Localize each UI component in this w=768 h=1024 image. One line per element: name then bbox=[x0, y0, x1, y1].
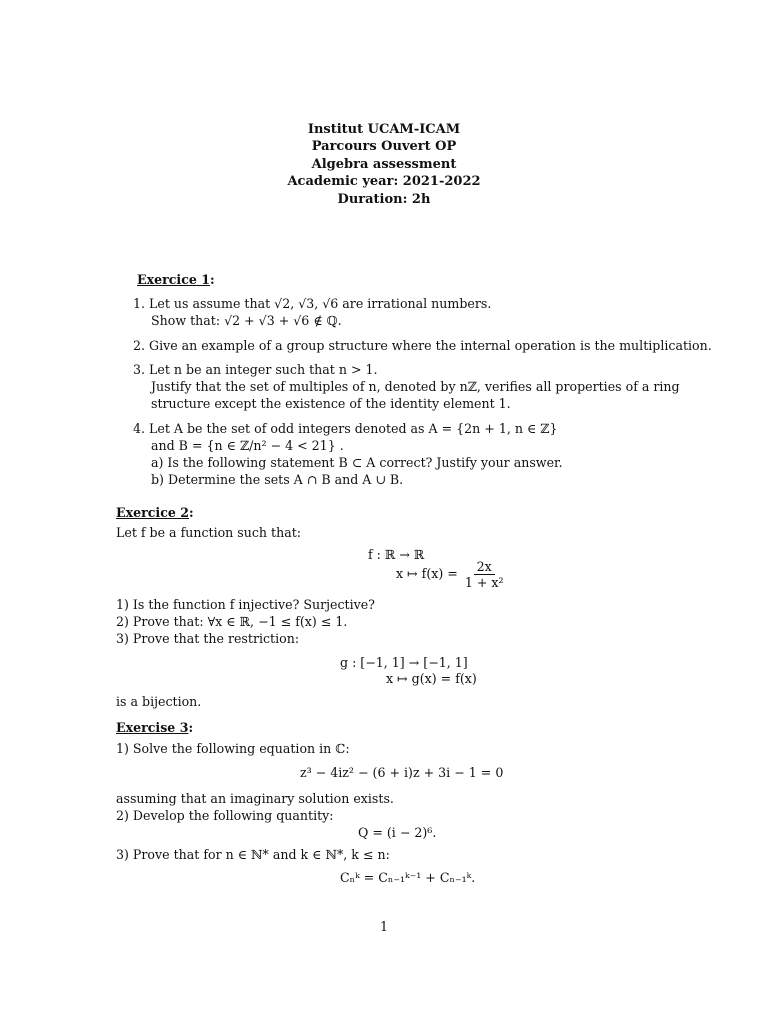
ex1-q4-line3: a) Is the following statement B ⊂ A correct? Justify your answer. bbox=[151, 455, 563, 470]
page-number: 1 bbox=[379, 919, 388, 934]
ex3-q3-expression: Cₙᵏ = Cₙ₋₁ᵏ⁻¹ + Cₙ₋₁ᵏ. bbox=[340, 870, 476, 885]
exercise1-title-colon: : bbox=[210, 272, 215, 287]
ex2-q3: 3) Prove that the restriction: bbox=[116, 631, 300, 646]
ex3-equation: z³ − 4iz² − (6 + i)z + 3i − 1 = 0 bbox=[300, 765, 504, 780]
assessment-subject: Algebra assessment bbox=[311, 156, 457, 172]
program-name: Parcours Ouvert OP bbox=[311, 139, 457, 155]
ex2-conclusion: is a bijection. bbox=[116, 694, 202, 709]
ex2-def-left: x ↦ f(x) = bbox=[396, 566, 458, 581]
document-header bbox=[0, 121, 768, 208]
ex1-q2: 2. Give an example of a group structure where the internal operation is the multiplication. bbox=[133, 338, 712, 353]
exercise3-title-text: Exercise 3 bbox=[116, 720, 189, 735]
institute-name: Institut UCAM-ICAM bbox=[307, 122, 461, 137]
exercise3-title bbox=[116, 720, 193, 736]
ex2-restriction-definition: x ↦ g(x) = f(x) bbox=[386, 671, 477, 686]
exam-duration: Duration: 2h bbox=[337, 191, 431, 207]
ex2-fraction-numerator: 2x bbox=[474, 559, 495, 575]
academic-year: Academic year: 2021-2022 bbox=[287, 174, 481, 190]
ex3-q2: 2) Develop the following quantity: bbox=[116, 808, 334, 823]
ex2-restriction-map: g : [−1, 1] → [−1, 1] bbox=[340, 655, 468, 670]
ex1-q4-line4: b) Determine the sets A ∩ B and A ∪ B. bbox=[151, 472, 404, 487]
ex2-function-definition bbox=[396, 559, 507, 590]
exercise2-title-text: Exercice 2 bbox=[116, 505, 190, 520]
ex1-q4-line1: 4. Let A be the set of odd integers denoted as A = {2n + 1, n ∈ ℤ} bbox=[133, 421, 558, 436]
ex3-q1: 1) Solve the following equation in ℂ: bbox=[116, 741, 350, 756]
ex1-q1-line2: Show that: √2 + √3 + √6 ∉ ℚ. bbox=[151, 313, 342, 328]
ex2-function-map: f : ℝ → ℝ bbox=[368, 547, 425, 562]
exercise3-title-colon: : bbox=[188, 720, 194, 735]
ex3-q3: 3) Prove that for n ∈ ℕ* and k ∈ ℕ*, k ≤ n: bbox=[116, 847, 390, 862]
ex2-intro: Let f be a function such that: bbox=[116, 525, 302, 540]
ex2-q1: 1) Is the function f injective? Surjective? bbox=[116, 597, 375, 612]
ex3-assumption: assuming that an imaginary solution exists. bbox=[116, 791, 394, 806]
ex2-q2: 2) Prove that: ∀x ∈ ℝ, −1 ≤ f(x) ≤ 1. bbox=[116, 614, 348, 629]
exercise1-title-text: Exercice 1 bbox=[137, 272, 211, 287]
exercise1-title bbox=[137, 272, 215, 288]
ex3-q2-expression: Q = (i − 2)⁶. bbox=[358, 825, 437, 840]
ex1-q3-line1: 3. Let n be an integer such that n > 1. bbox=[133, 362, 378, 377]
exercise2-title bbox=[116, 505, 194, 521]
ex1-q3-line2: Justify that the set of multiples of n, denoted by nℤ, verifies all properties of a ring bbox=[151, 379, 680, 394]
ex2-fraction bbox=[462, 559, 507, 590]
ex1-q3-line3: structure except the existence of the identity element 1. bbox=[151, 396, 511, 411]
ex1-q4-line2: and B = {n ∈ ℤ/n² − 4 < 21} . bbox=[151, 438, 344, 453]
ex2-fraction-denominator: 1 + x² bbox=[464, 575, 504, 590]
ex1-q1-line1: 1. Let us assume that √2, √3, √6 are irrational numbers. bbox=[133, 296, 492, 311]
exercise2-title-colon: : bbox=[189, 505, 194, 520]
